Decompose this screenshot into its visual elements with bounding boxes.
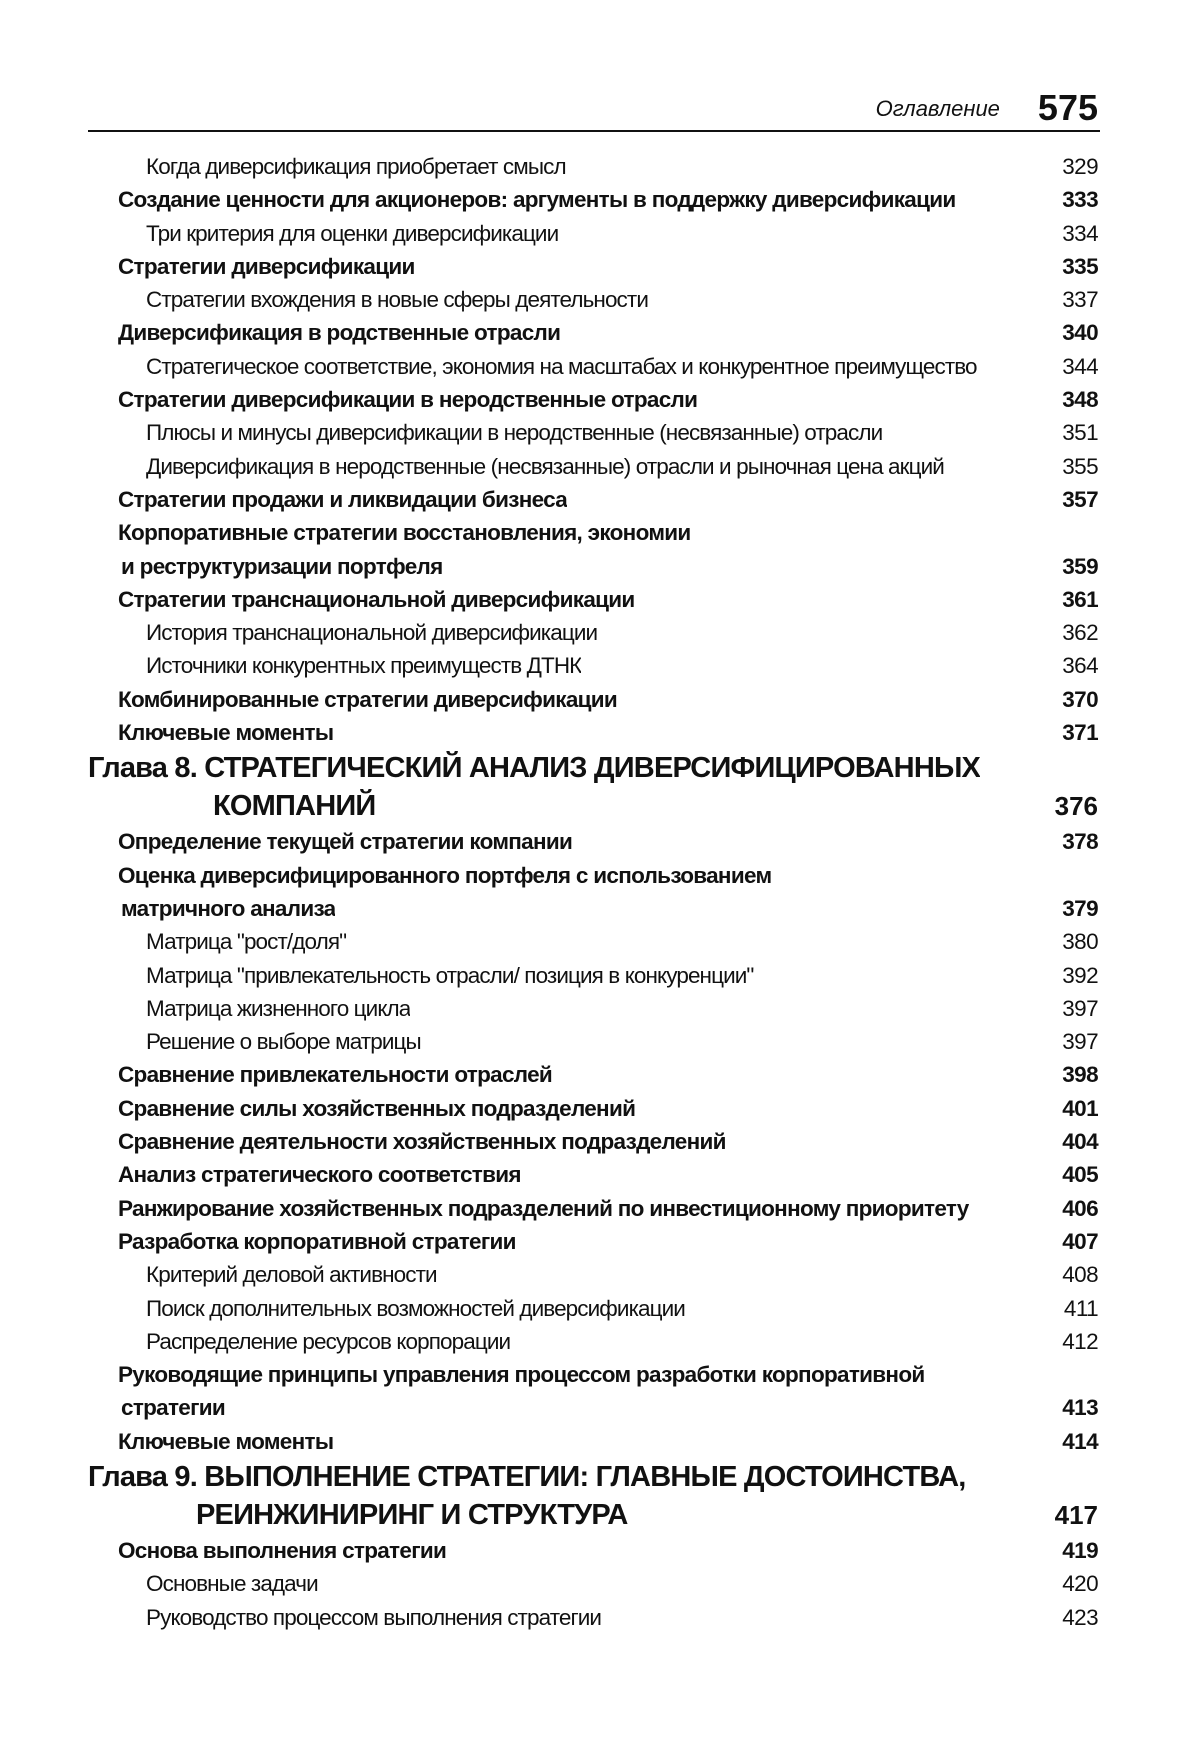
toc-entry-title: Руководящие принципы управления процессом разработки корпоративной — [118, 1362, 925, 1388]
toc-entry-page: 404 — [1062, 1129, 1098, 1155]
toc-entry-title: Сравнение привлекательности отраслей — [118, 1062, 553, 1088]
toc-chapter-entry — [88, 1458, 1100, 1496]
toc-section-entry — [88, 1358, 1100, 1391]
toc-entry-title: КОМПАНИЙ — [213, 790, 376, 823]
toc-entry-page: 335 — [1062, 253, 1098, 279]
toc-entry-page: 378 — [1062, 829, 1098, 855]
toc-section-entry — [88, 859, 1100, 892]
toc-section-entry — [88, 1391, 1100, 1424]
toc-section-entry — [88, 316, 1100, 349]
toc-entry-title: Матрица жизненного цикла — [146, 995, 411, 1021]
toc-entry-page: 401 — [1062, 1095, 1098, 1121]
toc-entry-title: Основа выполнения стратегии — [118, 1537, 447, 1563]
toc-entry-title: Стратегии вхождения в новые сферы деятельности — [146, 287, 648, 313]
toc-entry-page: 397 — [1062, 995, 1098, 1021]
toc-entry-title: Определение текущей стратегии компании — [118, 829, 573, 855]
toc-entry-title: Стратегии диверсификации в неродственные отрасли — [118, 387, 698, 413]
toc-subsection-entry — [88, 1025, 1100, 1058]
toc-entry-title: Ключевые моменты — [118, 720, 334, 746]
toc-entry-title: Основные задачи — [146, 1571, 318, 1597]
toc-entry-page: 333 — [1062, 187, 1098, 213]
toc-entry-page: 379 — [1062, 895, 1098, 921]
toc-entry-page: 361 — [1062, 586, 1098, 612]
toc-chapter-entry — [88, 787, 1100, 825]
toc-entry-page: 340 — [1062, 320, 1098, 346]
toc-chapter-entry — [88, 749, 1100, 787]
toc-entry-page: 397 — [1062, 1029, 1098, 1055]
toc-entry-title: Диверсификация в родственные отрасли — [118, 320, 561, 346]
toc-entry-title: Стратегии транснациональной диверсификации — [118, 586, 635, 612]
toc-subsection-entry — [88, 1325, 1100, 1358]
toc-entry-page: 412 — [1062, 1328, 1098, 1354]
toc-entry-title: Матрица "привлекательность отрасли/ позиция в конкуренции" — [146, 962, 754, 988]
toc-entry-title: стратегии — [121, 1395, 226, 1421]
toc-entry-page: 406 — [1062, 1195, 1098, 1221]
toc-subsection-entry — [88, 217, 1100, 250]
toc-entry-title: Решение о выборе матрицы — [146, 1029, 421, 1055]
toc-entry-page: 344 — [1062, 353, 1098, 379]
toc-subsection-entry — [88, 649, 1100, 682]
toc-section-entry — [88, 183, 1100, 216]
toc-section-entry — [88, 1158, 1100, 1191]
toc-subsection-entry — [88, 959, 1100, 992]
toc-entry-title: Создание ценности для акционеров: аргументы в поддержку диверсификации — [118, 187, 956, 213]
toc-section-entry — [88, 1125, 1100, 1158]
toc-section-entry — [88, 383, 1100, 416]
toc-entry-title: Ранжирование хозяйственных подразделений по инвестиционному приоритету — [118, 1195, 969, 1221]
toc-entry-title: Матрица "рост/доля" — [146, 929, 347, 955]
toc-section-entry — [88, 683, 1100, 716]
toc-entry-title: Разработка корпоративной стратегии — [118, 1228, 516, 1254]
toc-entry-title: Распределение ресурсов корпорации — [146, 1328, 511, 1354]
toc-entry-title: История транснациональной диверсификации — [146, 620, 598, 646]
running-header-title: Оглавление — [875, 96, 1000, 121]
toc-chapter-entry — [88, 1496, 1100, 1534]
toc-subsection-entry — [88, 416, 1100, 449]
toc-section-entry — [88, 825, 1100, 858]
toc-subsection-entry — [88, 1258, 1100, 1291]
toc-section-entry — [88, 250, 1100, 283]
toc-entry-page: 351 — [1062, 420, 1098, 446]
toc-section-entry — [88, 1092, 1100, 1125]
page-number: 575 — [1037, 87, 1098, 128]
toc-section-entry — [88, 1192, 1100, 1225]
toc-subsection-entry — [88, 450, 1100, 483]
toc-entry-page: 359 — [1062, 553, 1098, 579]
toc-entry-title: Анализ стратегического соответствия — [118, 1162, 521, 1188]
book-page — [88, 80, 1100, 1634]
toc-entry-page: 405 — [1062, 1162, 1098, 1188]
toc-entry-title: Глава 8. СТРАТЕГИЧЕСКИЙ АНАЛИЗ ДИВЕРСИФИЦИРОВАННЫХ — [88, 752, 981, 785]
toc-entry-title: Плюсы и минусы диверсификации в неродственные (несвязанные) отрасли — [146, 420, 883, 446]
toc-entry-title: Оценка диверсифицированного портфеля с использованием — [118, 862, 772, 888]
toc-entry-page: 407 — [1062, 1228, 1098, 1254]
toc-entry-title: Поиск дополнительных возможностей диверсификации — [146, 1295, 685, 1321]
toc-section-entry — [88, 1425, 1100, 1458]
toc-subsection-entry — [88, 150, 1100, 183]
toc-entry-title: Сравнение силы хозяйственных подразделений — [118, 1095, 636, 1121]
toc-section-entry — [88, 516, 1100, 549]
toc-entry-page: 417 — [1054, 1499, 1098, 1530]
toc-entry-title: Три критерия для оценки диверсификации — [146, 220, 559, 246]
toc-entry-page: 334 — [1062, 220, 1098, 246]
toc-subsection-entry — [88, 1292, 1100, 1325]
toc-entry-title: Стратегическое соответствие, экономия на масштабах и конкурентное преимущество — [146, 353, 977, 379]
toc-subsection-entry — [88, 1567, 1100, 1600]
toc-entry-title: Глава 9. ВЫПОЛНЕНИЕ СТРАТЕГИИ: ГЛАВНЫЕ ДОСТОИНСТВА, — [88, 1460, 966, 1493]
toc-entry-title: РЕИНЖИНИРИНГ И СТРУКТУРА — [196, 1498, 628, 1531]
toc-entry-page: 364 — [1062, 653, 1098, 679]
toc-section-entry — [88, 892, 1100, 925]
toc-entry-page: 392 — [1062, 962, 1098, 988]
toc-subsection-entry — [88, 1601, 1100, 1634]
toc-entry-title: и реструктуризации портфеля — [121, 553, 443, 579]
toc-entry-page: 420 — [1062, 1571, 1098, 1597]
toc-subsection-entry — [88, 350, 1100, 383]
toc-section-entry — [88, 1058, 1100, 1091]
toc-entry-title: Стратегии продажи и ликвидации бизнеса — [118, 486, 568, 512]
toc-entry-title: матричного анализа — [121, 895, 336, 921]
toc-entry-page: 370 — [1062, 686, 1098, 712]
toc-section-entry — [88, 1534, 1100, 1567]
toc-subsection-entry — [88, 925, 1100, 958]
table-of-contents — [88, 150, 1100, 1634]
toc-entry-title: Критерий деловой активности — [146, 1262, 437, 1288]
toc-subsection-entry — [88, 992, 1100, 1025]
toc-entry-page: 411 — [1063, 1295, 1098, 1321]
toc-entry-title: Комбинированные стратегии диверсификации — [118, 686, 618, 712]
toc-entry-page: 414 — [1062, 1428, 1098, 1454]
toc-entry-page: 357 — [1062, 486, 1098, 512]
toc-entry-title: Корпоративные стратегии восстановления, экономии — [118, 520, 691, 546]
toc-entry-page: 337 — [1062, 287, 1098, 313]
toc-entry-page: 423 — [1062, 1604, 1098, 1630]
toc-entry-page: 329 — [1062, 154, 1098, 179]
toc-entry-page: 408 — [1062, 1262, 1098, 1288]
running-header — [88, 80, 1100, 132]
toc-entry-title: Ключевые моменты — [118, 1428, 334, 1454]
toc-section-entry — [88, 483, 1100, 516]
toc-entry-title: Когда диверсификация приобретает смысл — [146, 154, 566, 179]
toc-entry-title: Руководство процессом выполнения стратегии — [146, 1604, 602, 1630]
toc-entry-page: 376 — [1054, 791, 1098, 822]
toc-entry-title: Стратегии диверсификации — [118, 253, 415, 279]
toc-entry-page: 419 — [1062, 1537, 1098, 1563]
toc-section-entry — [88, 583, 1100, 616]
toc-entry-page: 348 — [1062, 387, 1098, 413]
toc-entry-title: Сравнение деятельности хозяйственных подразделений — [118, 1129, 726, 1155]
toc-entry-page: 398 — [1062, 1062, 1098, 1088]
toc-section-entry — [88, 716, 1100, 749]
toc-subsection-entry — [88, 616, 1100, 649]
toc-entry-page: 355 — [1062, 453, 1098, 479]
toc-entry-title: Источники конкурентных преимуществ ДТНК — [146, 653, 582, 679]
toc-section-entry — [88, 1225, 1100, 1258]
toc-entry-page: 362 — [1062, 620, 1098, 646]
toc-entry-page: 380 — [1062, 929, 1098, 955]
toc-subsection-entry — [88, 283, 1100, 316]
toc-section-entry — [88, 550, 1100, 583]
toc-entry-page: 413 — [1062, 1395, 1098, 1421]
toc-entry-title: Диверсификация в неродственные (несвязанные) отрасли и рыночная цена акций — [146, 453, 944, 479]
toc-entry-page: 371 — [1062, 720, 1098, 746]
